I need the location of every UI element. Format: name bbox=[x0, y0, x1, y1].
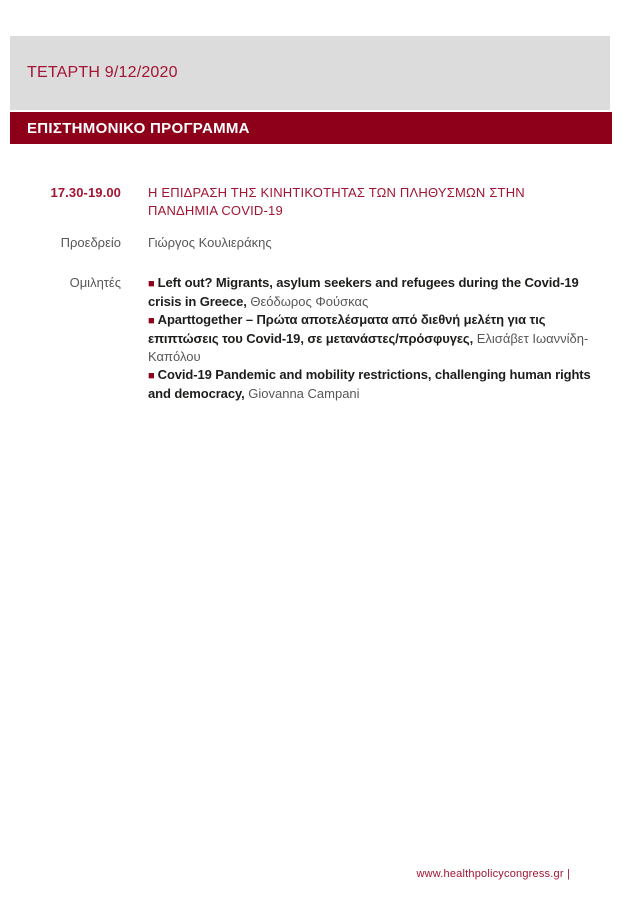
session-time: 17.30-19.00 bbox=[50, 185, 121, 200]
date-header-box bbox=[10, 36, 610, 110]
talks-list bbox=[148, 274, 596, 403]
date-header: ΤΕΤΑΡΤΗ 9/12/2020 bbox=[27, 64, 178, 81]
talk-item bbox=[148, 311, 596, 366]
chair-name: Γιώργος Κουλιεράκης bbox=[148, 235, 272, 250]
talk-speaker: Giovanna Campani bbox=[248, 386, 360, 401]
section-banner bbox=[10, 112, 612, 144]
chair-label: Προεδρείο bbox=[60, 235, 121, 250]
bullet-square-icon: ■ bbox=[148, 278, 155, 290]
talk-item bbox=[148, 274, 596, 311]
session-time-row bbox=[0, 184, 600, 220]
session-title: Η ΕΠΙΔΡΑΣΗ ΤΗΣ ΚΙΝΗΤΙΚΟΤΗΤΑΣ ΤΩΝ ΠΛΗΘΥΣΜΩΝ ΣΤΗΝ ΠΑΝΔΗΜΙΑ COVID-19 bbox=[148, 185, 525, 218]
chair-row bbox=[0, 234, 600, 252]
bullet-square-icon: ■ bbox=[148, 315, 155, 327]
talk-title: Covid-19 Pandemic and mobility restrictions, challenging human rights and democracy, bbox=[148, 367, 591, 401]
talk-title: Left out? Migrants, asylum seekers and refugees during the Covid-19 crisis in Greece, bbox=[148, 275, 579, 309]
footer-website-link[interactable]: www.healthpolicycongress.gr | bbox=[416, 868, 570, 880]
speakers-label: Ομιλητές bbox=[69, 275, 121, 290]
bullet-square-icon: ■ bbox=[148, 370, 155, 382]
talk-title: Aparttogether – Πρώτα αποτελέσματα από διεθνή μελέτη για τις επιπτώσεις του Covid-19, σε μετανάστες/πρόσφυγες, bbox=[148, 312, 546, 346]
session-block bbox=[0, 184, 600, 403]
talk-speaker: Ελισάβετ Ιωαννίδη-Καπόλου bbox=[148, 331, 589, 364]
section-banner-title: ΕΠΙΣΤΗΜΟΝΙΚΟ ΠΡΟΓΡΑΜΜΑ bbox=[27, 119, 250, 137]
speakers-row bbox=[0, 274, 600, 403]
talk-item bbox=[148, 366, 596, 403]
talk-speaker: Θεόδωρος Φούσκας bbox=[250, 294, 369, 309]
